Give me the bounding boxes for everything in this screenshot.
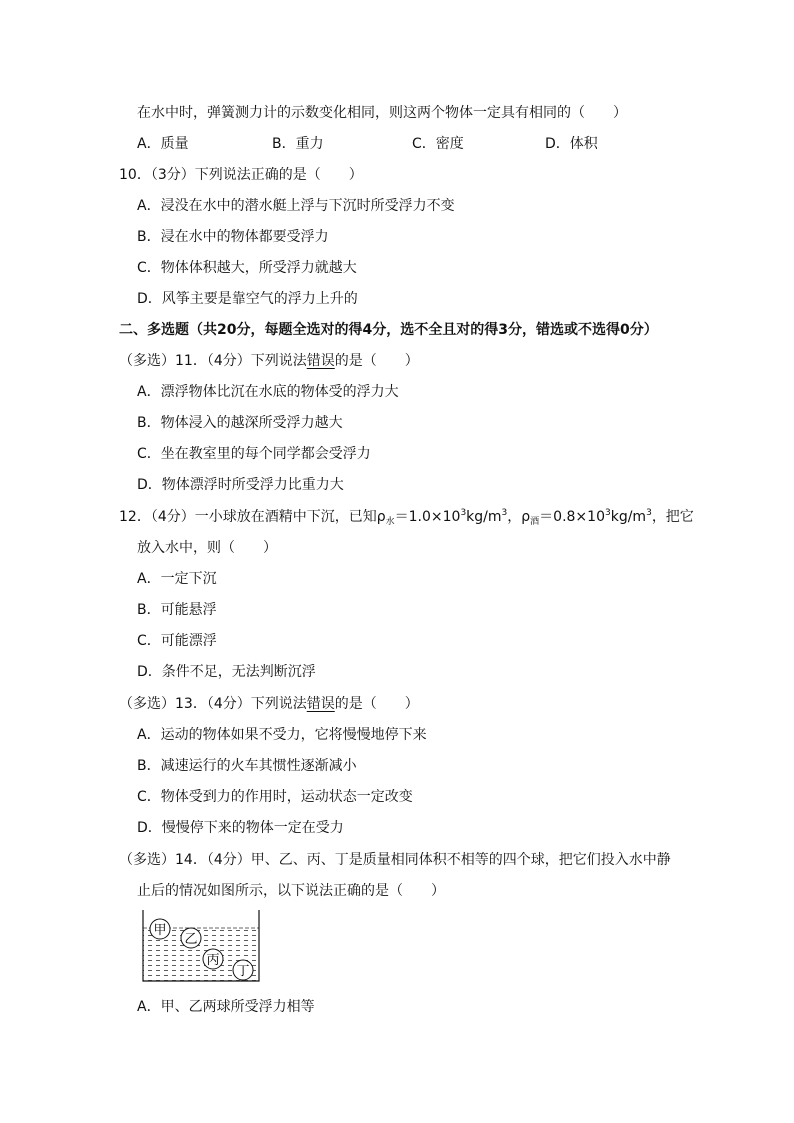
ball-bing-label: 丙 [206,953,220,968]
q11-stem-emphasis: 错误 [306,353,335,369]
q13-option-c[interactable]: C．物体受到力的作用时，运动状态一定改变 [137,789,413,805]
q12-continuation: 放入水中，则（ ） [137,540,277,556]
q12-value-water: ＝1.0×10 [394,509,461,525]
q12-exp-alcohol: 3 [604,508,611,518]
q9-option-a[interactable]: A．质量 [137,136,189,152]
q11-stem-suffix: 的是（ ） [334,353,419,369]
q11-option-c[interactable]: C．坐在教室里的每个同学都会受浮力 [137,446,371,462]
q12-sub-water: 水 [385,517,395,527]
q11-stem [119,351,419,371]
q10-option-c[interactable]: C．物体体积越大，所受浮力就越大 [137,260,357,276]
q13-stem-emphasis: 错误 [306,696,335,712]
q11-stem-prefix: （多选）11．（4分）下列说法 [119,353,307,369]
tank-figure [140,908,266,988]
q12-exp-water: 3 [460,508,467,518]
q13-option-a[interactable]: A．运动的物体如果不受力，它将慢慢地停下来 [137,727,427,743]
q12-value-alcohol: ＝0.8×10 [539,509,605,525]
q9-options [137,134,617,154]
q14-option-a[interactable]: A．甲、乙两球所受浮力相等 [137,999,315,1015]
q12-option-d[interactable]: D．条件不足，无法判断沉浮 [137,664,316,680]
q9-continuation: 在水中时，弹簧测力计的示数变化相同，则这两个物体一定具有相同的（ ） [137,105,627,121]
q13-stem-suffix: 的是（ ） [334,696,419,712]
q12-stem-text: 12．（4分）一小球放在酒精中下沉，已知ρ [119,509,386,525]
q11-option-a[interactable]: A．漂浮物体比沉在水底的物体受的浮力大 [137,384,399,400]
q10-option-b[interactable]: B．浸在水中的物体都要受浮力 [137,229,329,245]
q12-sub-alcohol: 酒 [530,517,540,527]
section-title: 二、多选题（共20分，每题全选对的得4分，选不全且对的得3分，错选或不选得0分） [119,322,658,338]
q14-continuation: 止后的情况如图所示，以下说法正确的是（ ） [137,883,445,899]
q12-option-b[interactable]: B．可能悬浮 [137,602,217,618]
q12-unit-water: kg/m [466,509,502,525]
ball-yi-label: 乙 [184,932,198,947]
q9-option-d[interactable]: D．体积 [545,136,598,152]
q12-option-c[interactable]: C．可能漂浮 [137,633,217,649]
q12-unit-alcohol: kg/m [610,509,647,525]
ball-ding-label: 丁 [236,964,250,979]
q12-option-a[interactable]: A．一定下沉 [137,571,217,587]
q12-stem: 12．（4分）一小球放在酒精中下沉，已知$\rho_水=1.0\times 10^3kg/m^3$，$\rho_酒=0.8\times 10^3kg/m^3$，把它 [119,508,694,527]
q14-stem: （多选）14．（4分）甲、乙、丙、丁是质量相同体积不相等的四个球，把它们投入水中静 [119,852,671,868]
q13-stem [119,694,419,714]
q13-stem-prefix: （多选）13．（4分）下列说法 [119,696,307,712]
q10-stem: 10．（3分）下列说法正确的是（ ） [119,167,363,183]
q9-option-c[interactable]: C．密度 [412,136,464,152]
q10-option-d[interactable]: D．风筝主要是靠空气的浮力上升的 [137,291,358,307]
q11-option-b[interactable]: B．物体浸入的越深所受浮力越大 [137,415,343,431]
ball-jia-label: 甲 [153,923,167,938]
q11-option-d[interactable]: D．物体漂浮时所受浮力比重力大 [137,477,344,493]
q13-option-d[interactable]: D．慢慢停下来的物体一定在受力 [137,820,344,836]
q12-unit-exp-water: 3 [501,508,508,518]
q12-stem-tail: ，把它 [651,509,694,525]
q10-option-a[interactable]: A．浸没在水中的潜水艇上浮与下沉时所受浮力不变 [137,198,455,214]
q9-option-b[interactable]: B．重力 [272,136,324,152]
q12-unit-exp-alcohol: 3 [646,508,652,518]
q13-option-b[interactable]: B．减速运行的火车其惯性逐渐减小 [137,758,357,774]
